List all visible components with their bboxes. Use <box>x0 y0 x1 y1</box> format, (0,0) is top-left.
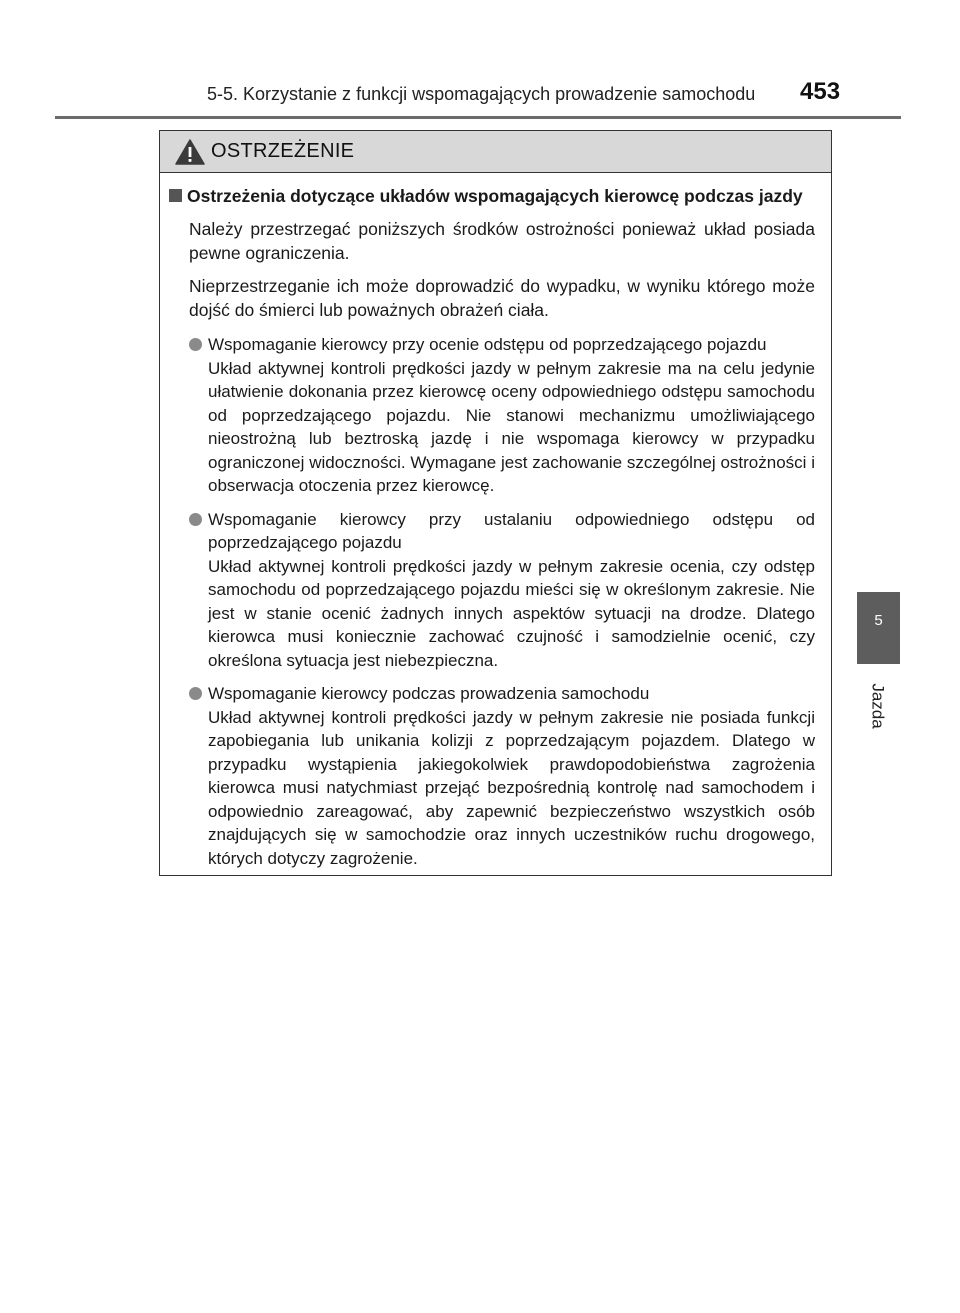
page-number: 453 <box>800 78 841 105</box>
warning-body <box>160 173 831 870</box>
section-title: 5-5. Korzystanie z funkcji wspomagających prowadzenie samochodu <box>207 84 756 104</box>
warning-header <box>160 131 831 173</box>
bullet-text: Układ aktywnej kontroli prędkości jazdy w pełnym zakresie ma na celu jedynie ułatwienie dokonania przez kierowcę oceny odpowiedniego odstępu samochodu od poprzedzającego pojazdu. Nie stanowi mechanizmu umożliwiającego nieostrożną lub beztroską jazdę i nie wspomaga kierowcy w przypadku ograniczonej widoczności. Wymagane jest zachowanie szczególnej ostrożności i obserwacja otoczenia przez kierowcę. <box>208 358 815 495</box>
list-item <box>189 508 815 673</box>
round-bullet-icon <box>189 338 202 351</box>
list-item <box>189 333 815 498</box>
warning-heading <box>169 184 815 208</box>
bullet-title: Wspomaganie kierowcy przy ustalaniu odpowiedniego odstępu od poprzedzającego pojazdu <box>208 509 815 552</box>
list-item <box>189 682 815 870</box>
chapter-tab <box>857 592 900 664</box>
bullet-text: Układ aktywnej kontroli prędkości jazdy w pełnym zakresie nie posiada funkcji zapobiegania lub unikania kolizji z poprzedzającym pojazdem. Dlatego w przypadku wystąpienia jakiegokolwiek prawdopodobieństwa zagrożenia kierowca musi natychmiast przejąć bezpośrednią kontrolę nad samochodem i odpowiednio zareagować, aby zapewnić bezpieczeństwo wszystkich osób znajdujących się w samochodzie oraz innych uczestników ruchu drogowego, których dotyczy zagrożenie. <box>208 707 815 868</box>
chapter-label <box>856 674 900 738</box>
warning-box <box>159 130 832 876</box>
header-divider <box>55 116 901 119</box>
chapter-label-text: Jazda <box>869 683 888 729</box>
warning-title: OSTRZEŻENIE <box>211 140 355 162</box>
round-bullet-icon <box>189 513 202 526</box>
paragraph: Należy przestrzegać poniższych środków ostrożności ponieważ układ posiada pewne ograniczenia. <box>189 219 815 263</box>
bullet-title: Wspomaganie kierowcy podczas prowadzenia samochodu <box>208 684 650 703</box>
square-bullet-icon <box>169 189 182 202</box>
bullet-text: Układ aktywnej kontroli prędkości jazdy w pełnym zakresie ocenia, czy odstęp samochodu od poprzedzającego pojazdu mieści się w określonym zakresie. Nie jest w stanie ocenić żadnych innych aspektów sytuacji na drodze. Dlatego kierowca musi koniecznie zachować czujność i samodzielnie ocenić, czy określona sytuacja jest niebezpieczna. <box>208 556 815 670</box>
round-bullet-icon <box>189 687 202 700</box>
warning-triangle-icon <box>175 139 205 165</box>
paragraph: Nieprzestrzeganie ich może doprowadzić do wypadku, w wyniku którego może dojść do śmierci lub poważnych obrażeń ciała. <box>189 276 815 320</box>
warning-heading-text: Ostrzeżenia dotyczące układów wspomagających kierowcę podczas jazdy <box>187 186 803 206</box>
bullet-title: Wspomaganie kierowcy przy ocenie odstępu od poprzedzającego pojazdu <box>208 335 767 354</box>
chapter-number: 5 <box>874 612 883 629</box>
